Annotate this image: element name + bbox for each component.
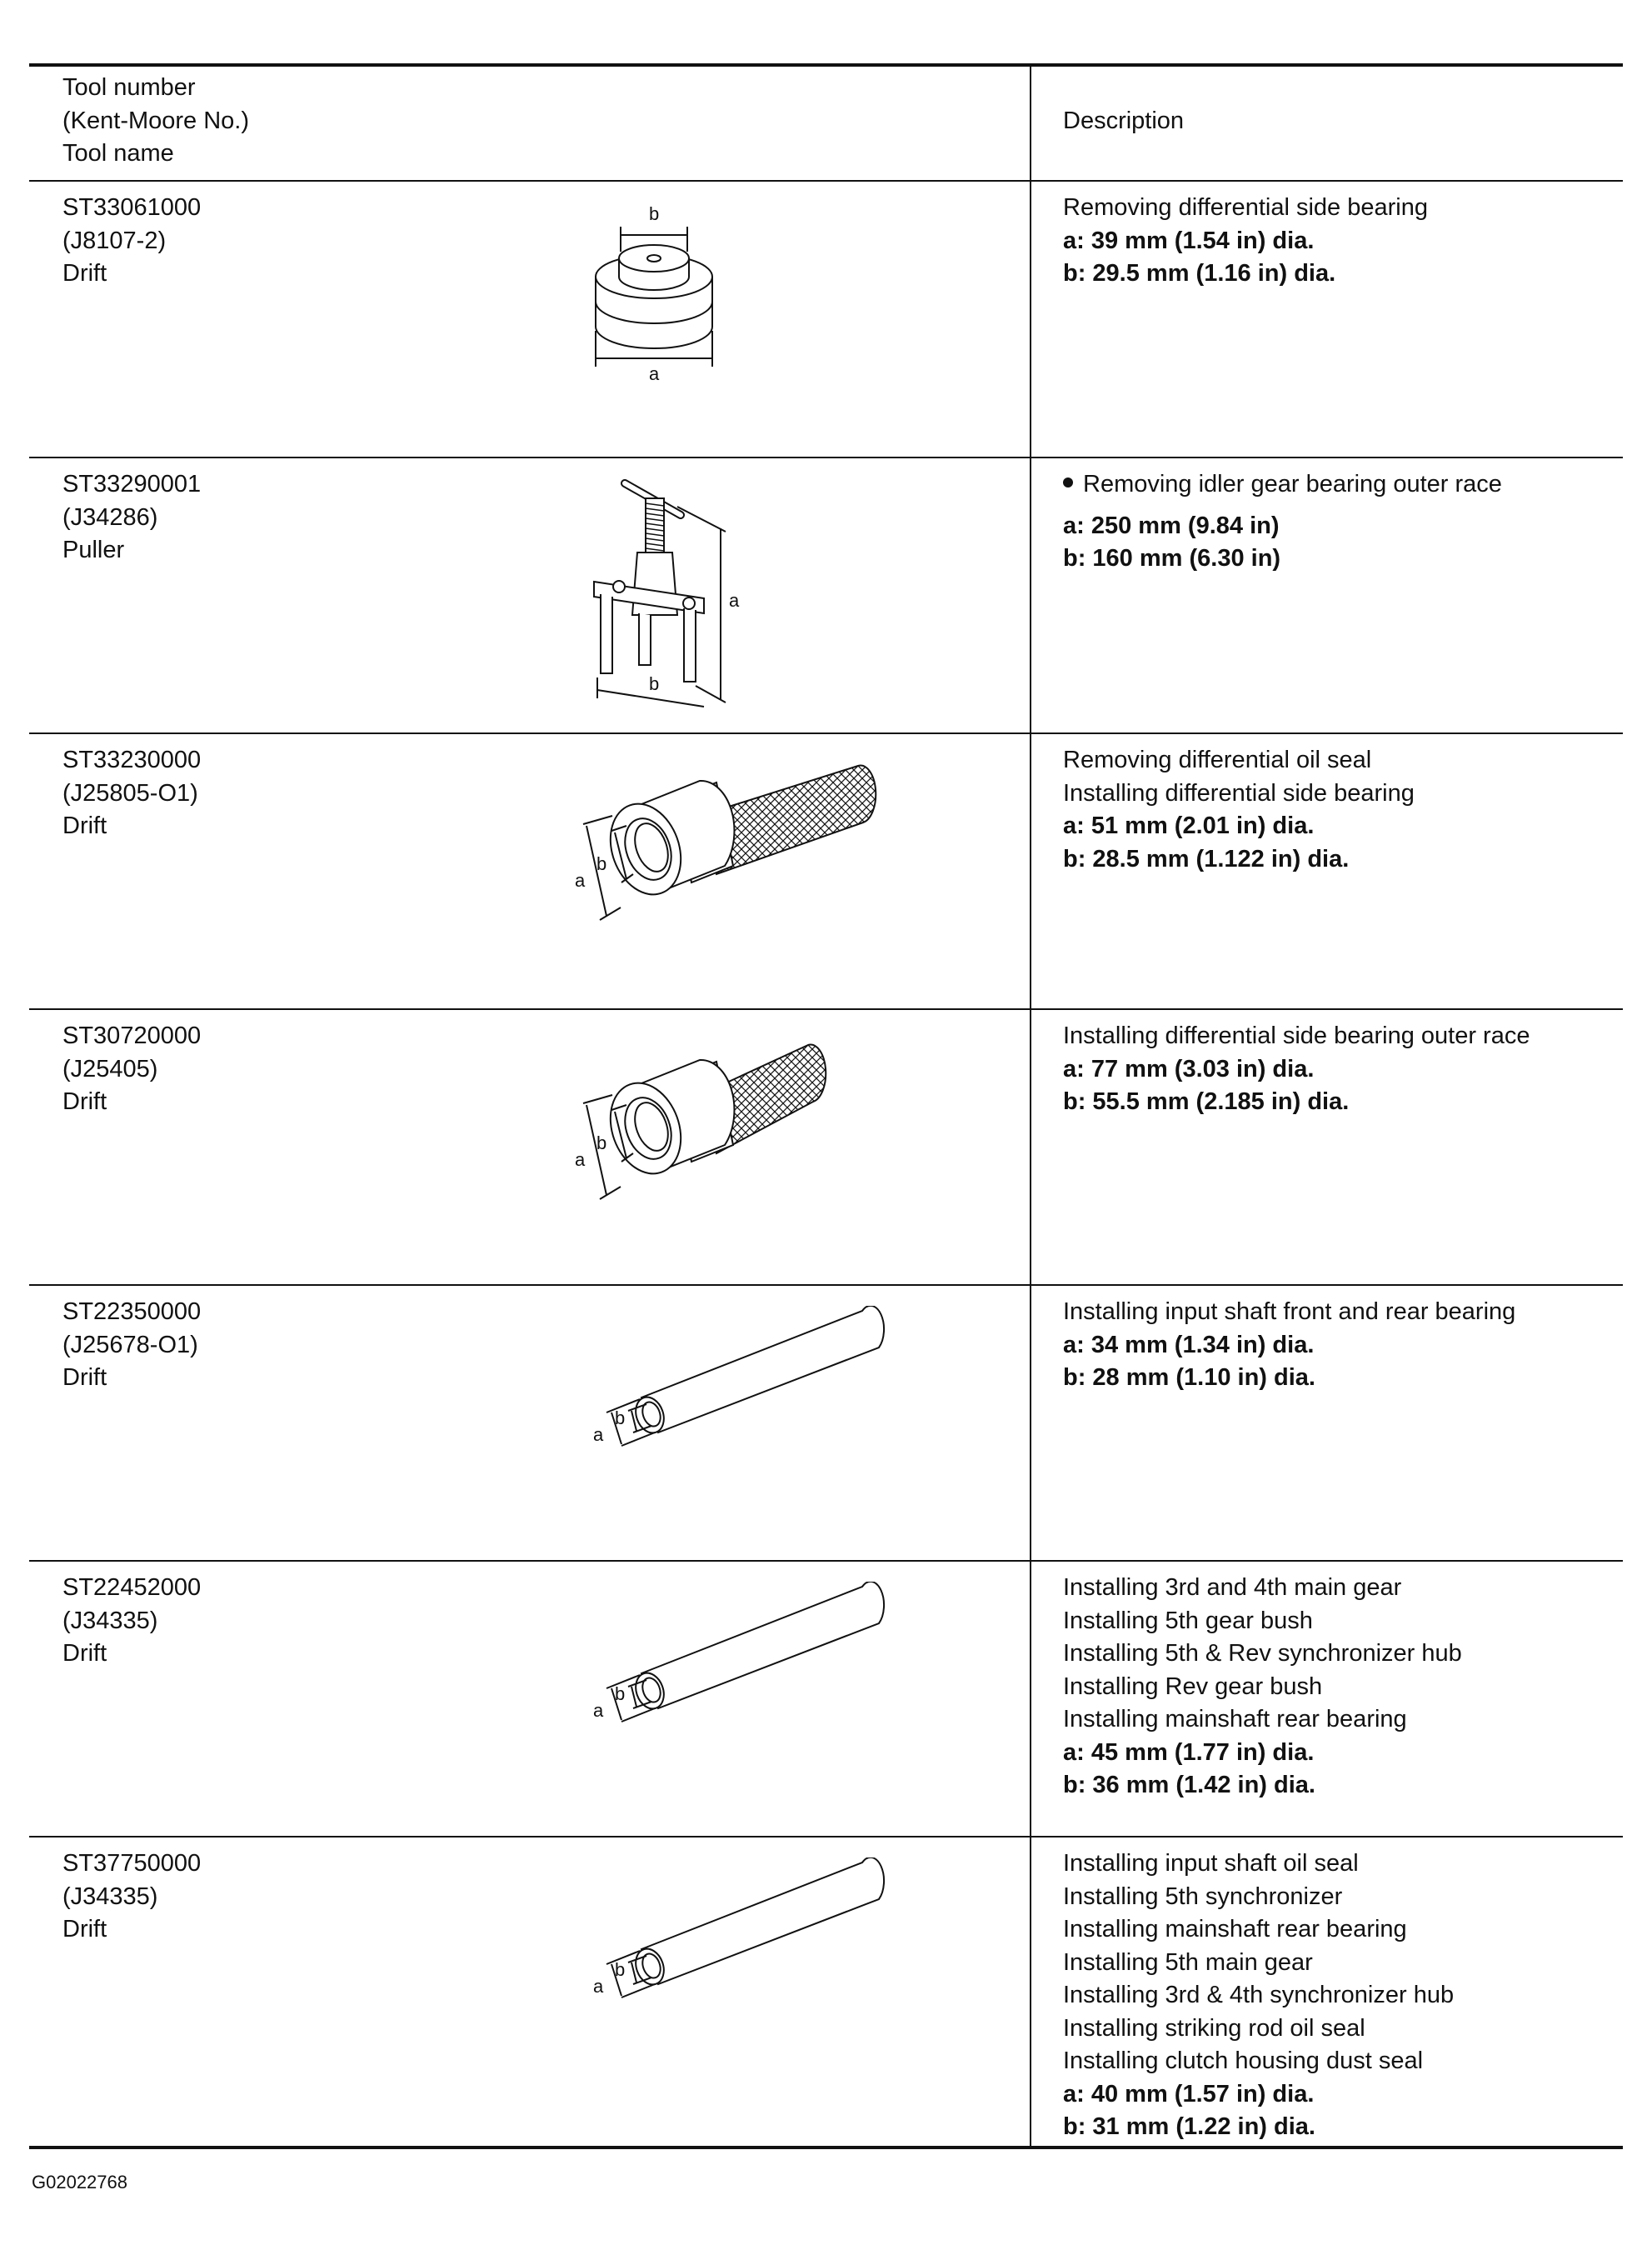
dimension-label-b: b — [596, 853, 607, 874]
tool-number: ST22350000 — [62, 1298, 202, 1325]
description-line — [1063, 192, 1428, 225]
dimension-label-a: a — [649, 363, 660, 384]
description-line — [1063, 1947, 1454, 1980]
description-line — [1063, 1848, 1454, 1881]
dimension-spec: b: 29.5 mm (1.16 in) dia. — [1063, 260, 1336, 287]
tool-row — [29, 1560, 1623, 1836]
description-text: Installing 5th main gear — [1063, 1948, 1313, 1976]
tool-info — [62, 1572, 201, 1671]
dimension-label-a: a — [593, 1424, 604, 1445]
description-line — [1063, 1703, 1462, 1737]
description-text: Removing idler gear bearing outer race — [1083, 471, 1502, 498]
tool-row — [29, 732, 1623, 1008]
dimension-spec: b: 55.5 mm (2.185 in) dia. — [1063, 1088, 1350, 1115]
dimension-label-b: b — [596, 1132, 607, 1153]
tool-row — [29, 1836, 1623, 2149]
tool-row — [29, 1284, 1623, 1560]
dimension-label-b: b — [615, 1408, 626, 1428]
dimension-label-b: b — [615, 1683, 626, 1704]
tool-illustration — [575, 1306, 891, 1472]
tool-row — [29, 457, 1623, 732]
description-text: Installing 5th synchronizer — [1063, 1882, 1343, 1910]
tool-number: ST37750000 — [62, 1850, 202, 1877]
description-line — [1063, 1020, 1530, 1053]
header-description: Description — [1063, 108, 1185, 134]
description-text: Installing differential side bearing — [1063, 779, 1415, 807]
dimension-spec: b: 28.5 mm (1.122 in) dia. — [1063, 845, 1350, 872]
dimension-spec: a: 39 mm (1.54 in) dia. — [1063, 227, 1315, 254]
tool-description — [1063, 1572, 1462, 1802]
kent-moore-number: (J34335) — [62, 1607, 158, 1634]
header-line: Tool name — [62, 140, 174, 167]
figure-code: G02022768 — [32, 2172, 127, 2192]
kent-moore-number: (J8107-2) — [62, 227, 167, 254]
description-text: Installing Rev gear bush — [1063, 1672, 1323, 1700]
tool-description — [1063, 1296, 1515, 1395]
dimension-label-a: a — [593, 1976, 604, 1997]
tool-description — [1063, 192, 1428, 291]
description-text: Installing striking rod oil seal — [1063, 2014, 1365, 2042]
description-line — [1063, 2045, 1454, 2078]
tool-illustration — [579, 193, 729, 385]
description-line — [1063, 1296, 1515, 1329]
description-line — [1063, 2012, 1454, 2046]
dimension-spec: a: 250 mm (9.84 in) — [1063, 512, 1280, 539]
dimension-label-b: b — [649, 673, 660, 694]
tool-description — [1063, 744, 1415, 876]
description-line — [1063, 778, 1415, 811]
dimension-spec: a: 40 mm (1.57 in) dia. — [1063, 2080, 1315, 2108]
tool-info — [62, 192, 201, 291]
tool-info — [62, 744, 201, 843]
dimension-spec: b: 36 mm (1.42 in) dia. — [1063, 1772, 1315, 1798]
description-text: Installing mainshaft rear bearing — [1063, 1916, 1407, 1942]
dimension-spec: b: 160 mm (6.30 in) — [1063, 545, 1281, 572]
kent-moore-number: (J34286) — [62, 503, 158, 531]
table-header-row — [29, 67, 1623, 180]
tool-info — [62, 468, 201, 568]
tool-info — [62, 1296, 201, 1395]
tool-name: Drift — [62, 260, 107, 287]
tool-name: Drift — [62, 1640, 107, 1667]
description-line — [1063, 468, 1502, 502]
dimension-label-a: a — [575, 870, 586, 891]
description-line — [1063, 744, 1415, 778]
description-text: Installing input shaft front and rear bearing — [1063, 1298, 1516, 1325]
tool-number: ST22452000 — [62, 1574, 202, 1601]
description-text: Installing differential side bearing outer race — [1063, 1022, 1530, 1049]
header-line: (Kent-Moore No.) — [62, 107, 250, 134]
description-text: Installing input shaft oil seal — [1063, 1850, 1359, 1877]
tool-number: ST33061000 — [62, 194, 202, 221]
dimension-label-b: b — [615, 1959, 626, 1980]
description-text: Installing mainshaft rear bearing — [1063, 1706, 1407, 1732]
description-line — [1063, 1913, 1454, 1947]
header-tool-column — [62, 72, 249, 171]
dimension-spec: b: 31 mm (1.22 in) dia. — [1063, 2113, 1315, 2140]
kent-moore-number: (J25805-O1) — [62, 779, 198, 807]
description-line — [1063, 1638, 1462, 1671]
tool-illustration — [575, 1858, 891, 2024]
tool-illustration — [575, 749, 891, 958]
dimension-spec: b: 28 mm (1.10 in) dia. — [1063, 1364, 1315, 1391]
tool-info — [62, 1848, 201, 1947]
description-text: Removing differential side bearing — [1063, 194, 1428, 221]
tool-description — [1063, 1020, 1530, 1119]
description-text: Installing 5th & Rev synchronizer hub — [1063, 1640, 1462, 1667]
tool-row — [29, 1008, 1623, 1284]
kent-moore-number: (J25678-O1) — [62, 1331, 198, 1358]
special-tools-table — [29, 63, 1623, 2149]
dimension-spec: a: 34 mm (1.34 in) dia. — [1063, 1331, 1315, 1358]
tool-description — [1063, 1848, 1454, 2144]
tool-info — [62, 1020, 201, 1119]
description-text: Installing 3rd & 4th synchronizer hub — [1063, 1982, 1455, 2008]
tool-illustration — [575, 1028, 891, 1237]
description-line — [1063, 1605, 1462, 1638]
tool-illustration — [575, 1582, 891, 1748]
dimension-label-a: a — [729, 590, 740, 611]
dimension-label-a: a — [593, 1700, 604, 1721]
description-text: Removing differential oil seal — [1063, 747, 1372, 773]
tool-illustration — [579, 473, 746, 715]
description-line — [1063, 1671, 1462, 1704]
description-line — [1063, 1572, 1462, 1605]
dimension-spec: a: 77 mm (3.03 in) dia. — [1063, 1055, 1315, 1082]
tool-name: Drift — [62, 1916, 107, 1942]
tool-number: ST33290001 — [62, 471, 202, 498]
dimension-label-b: b — [649, 203, 660, 224]
tool-name: Puller — [62, 537, 125, 563]
dimension-label-a: a — [575, 1149, 586, 1170]
description-line — [1063, 1881, 1454, 1914]
tool-name: Drift — [62, 1364, 107, 1391]
dimension-spec: a: 45 mm (1.77 in) dia. — [1063, 1738, 1315, 1766]
bullet-icon — [1063, 478, 1073, 488]
tool-description — [1063, 468, 1502, 576]
tool-number: ST33230000 — [62, 747, 202, 773]
description-text: Installing 3rd and 4th main gear — [1063, 1574, 1402, 1601]
description-line — [1063, 1979, 1454, 2012]
tool-name: Drift — [62, 812, 107, 839]
kent-moore-number: (J34335) — [62, 1882, 158, 1910]
kent-moore-number: (J25405) — [62, 1055, 158, 1082]
tool-name: Drift — [62, 1088, 107, 1115]
description-text: Installing 5th gear bush — [1063, 1607, 1313, 1634]
description-text: Installing clutch housing dust seal — [1063, 2048, 1424, 2074]
dimension-spec: a: 51 mm (2.01 in) dia. — [1063, 812, 1315, 839]
header-line: Tool number — [62, 74, 196, 101]
tool-number: ST30720000 — [62, 1022, 202, 1049]
tool-row — [29, 180, 1623, 457]
